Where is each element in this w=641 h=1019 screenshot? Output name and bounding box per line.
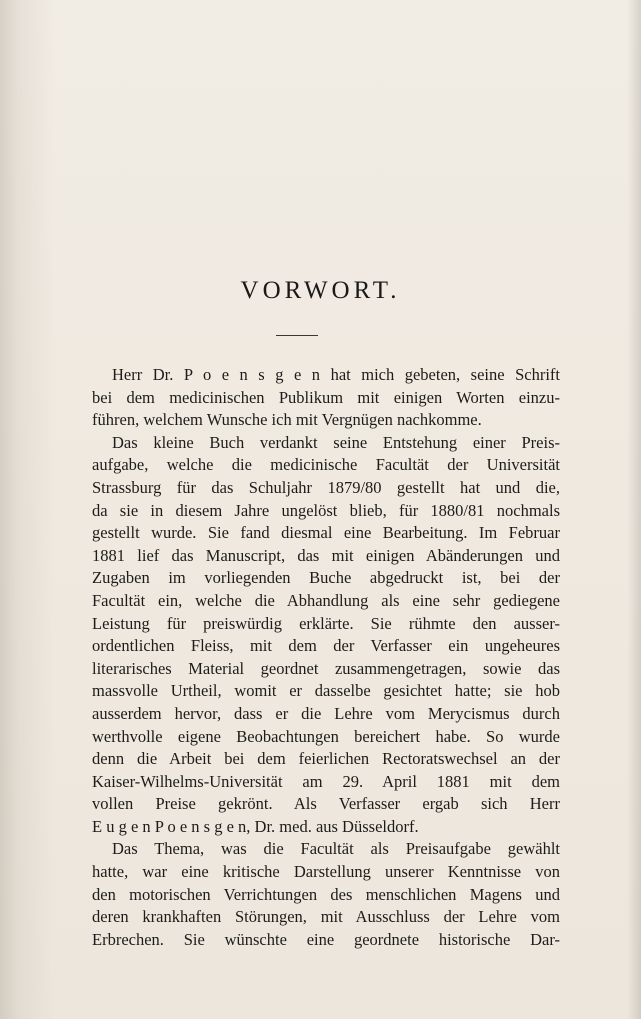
text-line: den motorischen Verrichtungen des menschlichen Magens und <box>92 884 560 904</box>
text-line: vollen Preise gekrönt. Als Verfasser ergab sich Herr <box>92 794 560 814</box>
text-line: massvolle Urtheil, womit er dasselbe gesichtet hatte; sie hob <box>92 681 560 701</box>
text-line: ordentlichen Fleiss, mit dem der Verfasser ein ungeheures <box>92 636 560 656</box>
text-line: hatte, war eine kritische Darstellung unserer Kenntnisse von <box>92 862 560 882</box>
text-line: deren krankhaften Störungen, mit Ausschluss der Lehre vom <box>92 907 560 927</box>
text-line: Zugaben im vorliegenden Buche abgedruckt ist, bei der <box>92 568 560 588</box>
text-line: werthvolle eigene Beobachtungen bereichert habe. So wurde <box>92 726 560 746</box>
text-line: denn die Arbeit bei dem feierlichen Rectoratswechsel an der <box>92 749 560 769</box>
text-line: Strassburg für das Schuljahr 1879/80 gestellt hat und die, <box>92 477 560 497</box>
text-line: bei dem medicinischen Publikum mit einigen Worten einzu- <box>92 387 560 407</box>
text-line: Kaiser-Wilhelms-Universität am 29. April 1881 mit dem <box>92 771 560 791</box>
page-title: VORWORT. <box>240 277 401 304</box>
text-line: Facultät ein, welche die Abhandlung als eine sehr gediegene <box>92 590 560 610</box>
text-line: 1881 lief das Manuscript, das mit einigen Abänderungen und <box>92 545 560 565</box>
preface-text <box>92 364 560 951</box>
text-line: Das Thema, was die Facultät als Preisaufgabe gewählt <box>112 839 560 859</box>
text-line: führen, welchem Wunsche ich mit Vergnügen nachkomme. <box>92 410 482 430</box>
text-line: E u g e n P o e n s g e n, Dr. med. aus Düsseldorf. <box>92 816 419 836</box>
text-line: da sie in diesem Jahre ungelöst blieb, für 1880/81 nochmals <box>92 500 560 520</box>
text-line: Erbrechen. Sie wünschte eine geordnete historische Dar- <box>92 929 560 949</box>
text-line: Herr Dr. P o e n s g e n hat mich gebeten, seine Schrift <box>112 365 560 384</box>
text-line: Das kleine Buch verdankt seine Entstehung einer Preis- <box>112 432 560 452</box>
page-edge-shadow <box>627 0 641 1019</box>
text-line: literarisches Material geordnet zusammengetragen, sowie das <box>92 658 560 678</box>
text-line: ausserdem hervor, dass er die Lehre vom Merycismus durch <box>92 703 560 723</box>
text-line: Leistung für preiswürdig erklärte. Sie rühmte den ausser- <box>92 613 560 633</box>
title-divider <box>276 335 318 336</box>
text-line: gestellt wurde. Sie fand diesmal eine Bearbeitung. Im Februar <box>92 523 560 543</box>
text-line: aufgabe, welche die medicinische Facultät der Universität <box>92 455 560 475</box>
